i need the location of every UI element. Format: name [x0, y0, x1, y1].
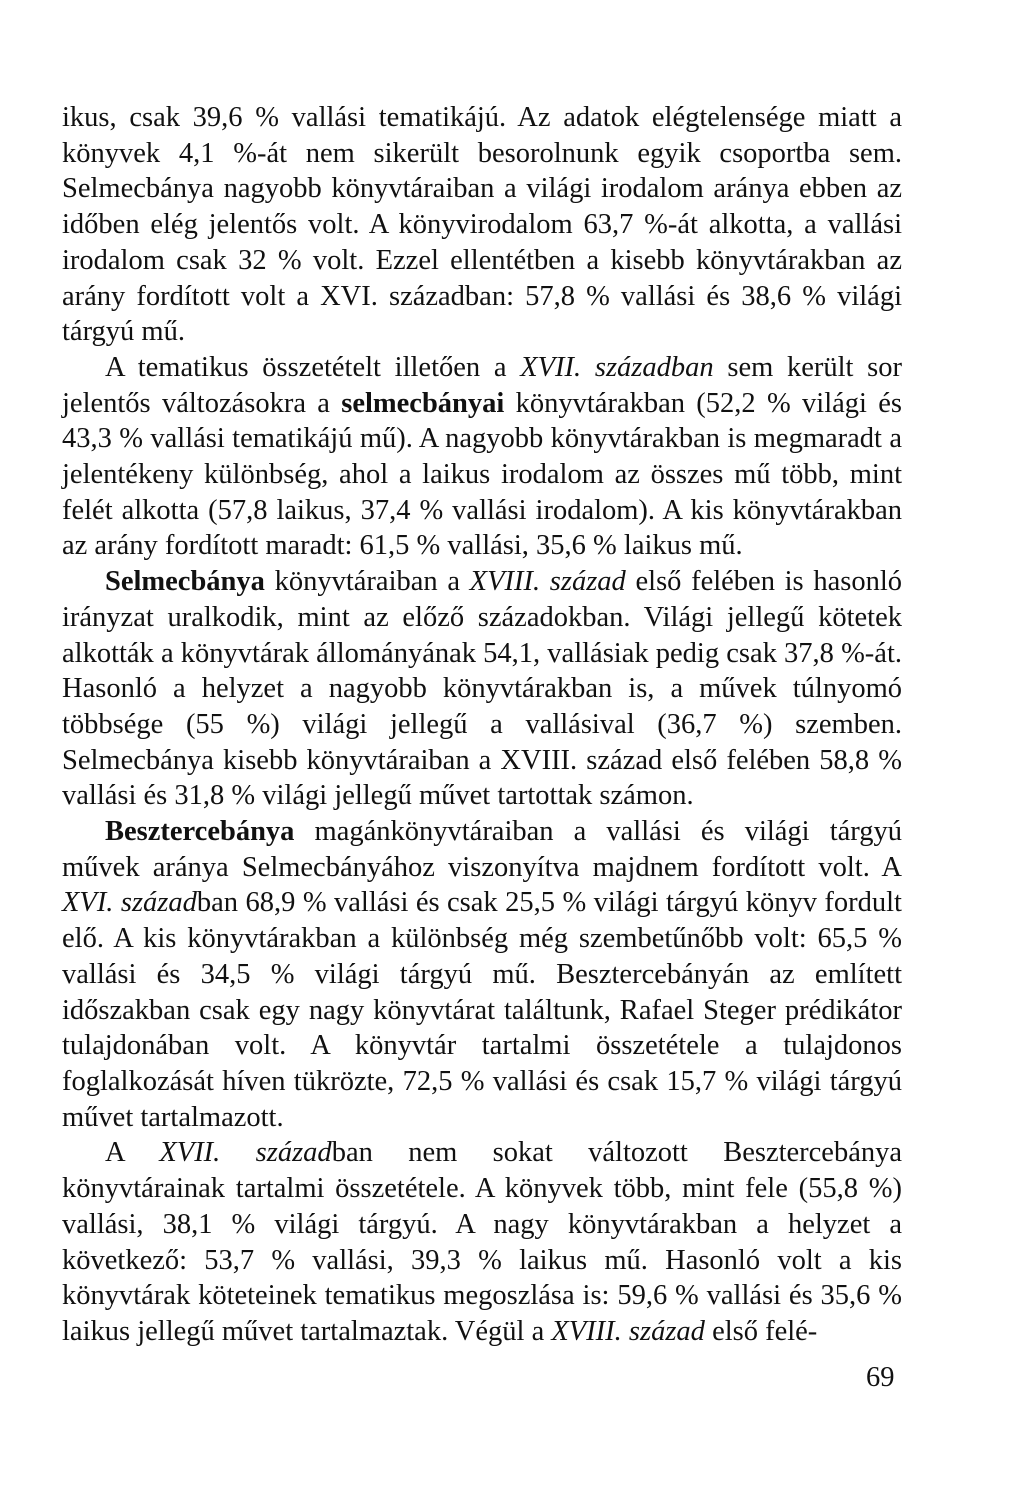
paragraph-3 [62, 564, 902, 814]
paragraph-2-text-1: A tematikus összetételt illetően a [105, 351, 521, 383]
paragraph-3-bold-1: Selmecbánya [105, 566, 265, 598]
paragraph-3-text-2: első felében is hasonló irányzat uralkodik, mint az előző századokban. Világi jellegű kötetek alkották a könyvtárak állományának 54,1, vallásiak pedig csak 37,8 %-át. Hasonló a helyzet a nagyobb könyvtárakban is, a művek túlnyomó többsége (55 %) világi jellegű a vallásival (36,7 %) szemben. Selmecbánya kisebb könyvtáraiban a XVIII. század első felében 58,8 % vallási és 31,8 % világi jellegű művet tartottak számon. [62, 566, 902, 812]
paragraph-5-text-2: ban nem sokat változott Besztercebánya könyvtárainak tartalmi összetétele. A könyvek több, mint fele (55,8 %) vallási, 38,1 % világi tárgyú. A nagy könyvtárakban a helyzet a következő: 53,7 % vallási, 39,3 % laikus mű. Hasonló volt a kis könyvtárak köteteinek tematikus megoszlása is: 59,6 % vallási és 35,6 % laikus jellegű művet tartalmaztak. Végül a [62, 1137, 903, 1347]
paragraph-2-text-3: könyvtárakban (52,2 % világi és 43,3 % vallási tematikájú mű). A nagyobb könyvtárakban is megmaradt a jelentékeny különbség, ahol a laikus irodalom az összes mű több, mint felét alkotta (57,8 laikus, 37,4 % vallási irodalom). A kis könyvtárakban az arány fordított maradt: 61,5 % vallási, 35,6 % laikus mű. [62, 387, 902, 562]
paragraph-2-bold-1: selmecbányai [341, 387, 505, 419]
paragraph-2-italic-1: XVII. században [520, 351, 714, 383]
paragraph-1 [62, 100, 902, 350]
paragraph-5-text-3: első felé- [704, 1315, 818, 1347]
paragraph-2 [62, 350, 902, 564]
page-body [62, 100, 902, 1350]
paragraph-4 [62, 814, 902, 1135]
paragraph-5-text-1: A [105, 1137, 160, 1169]
page-number: 69 [866, 1362, 895, 1393]
paragraph-3-text-1: könyvtáraiban a [264, 566, 470, 598]
paragraph-4-text-2: ban 68,9 % vallási és csak 25,5 % világi tárgyú könyv fordult elő. A kis könyvtárakban a különbség még szembetűnőbb volt: 65,5 % vallási és 34,5 % világi tárgyú mű. Besztercebányán az említett időszakban csak egy nagy könyvtárat találtunk, Rafael Steger prédikátor tulajdonában volt. A könyvtár tartalmi összetétele a tulajdonos foglalkozását híven tükrözte, 72,5 % vallási és csak 15,7 % világi tárgyú művet tartalmazott. [62, 887, 902, 1133]
paragraph-3-italic-1: XVIII. század [469, 566, 626, 598]
paragraph-2-text-2: sem került sor jelentős változásokra a [62, 351, 902, 419]
paragraph-1-text-1: ikus, csak 39,6 % vallási tematikájú. Az adatok elégtelensége miatt a könyvek 4,1 %-át nem sikerült besorolnunk egyik csoportba sem. Selmecbánya nagyobb könyvtáraiban a világi irodalom aránya ebben az időben elég jelentős volt. A könyvirodalom 63,7 %-át alkotta, a vallási irodalom csak 32 % volt. Ezzel ellentétben a kisebb könyvtárakban az arány fordított volt a XVI. században: 57,8 % vallási és 38,6 % világi tárgyú mű. [62, 102, 902, 348]
paragraph-5-italic-1: XVII. század [159, 1137, 332, 1169]
paragraph-4-italic-1: XVI. század [62, 887, 197, 919]
paragraph-5 [62, 1135, 902, 1349]
paragraph-4-text-1: magánkönyvtáraiban a vallási és világi tárgyú művek aránya Selmecbányához viszonyítva majdnem fordított volt. A [62, 816, 902, 883]
paragraph-4-bold-1: Besztercebánya [105, 816, 295, 848]
paragraph-5-italic-2: XVIII. század [551, 1315, 705, 1347]
